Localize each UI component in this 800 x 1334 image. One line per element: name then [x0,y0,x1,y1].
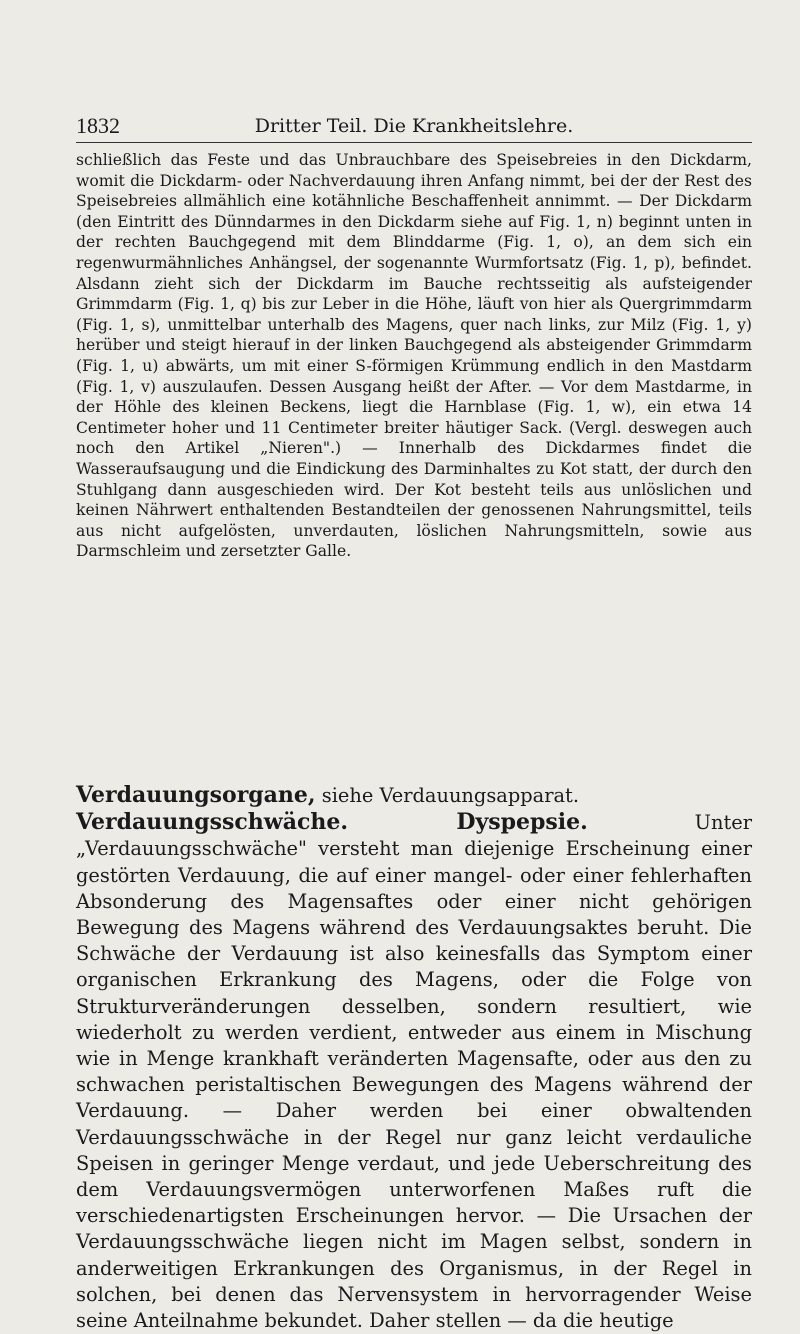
paragraph-dickdarm: schließlich das Feste und das Unbrauchbare des Speisebreies in den Dickdarm, womit die Dickdarm- oder Nachverdauung ihren Anfang nimmt, bei der der Rest des Speisebreies allmählich eine kotähnliche Beschaffenheit annimmt. — Der Dickdarm (den Eintritt des Dünndarmes in den Dickdarm siehe auf Fig. 1, n) beginnt unten in der rechten Bauchgegend mit dem Blinddarme (Fig. 1, o), an dem sich ein regenwurmähnliches Anhängsel, der sogenannte Wurmfortsatz (Fig. 1, p), befindet. Alsdann zieht sich der Dickdarm im Bauche rechtsseitig als aufsteigender Grimmdarm (Fig. 1, q) bis zur Leber in die Höhe, läuft von hier als Quergrimmdarm (Fig. 1, s), unmittelbar unterhalb des Magens, quer nach links, zur Milz (Fig. 1, y) herüber und steigt hierauf in der linken Bauchgegend als absteigender Grimmdarm (Fig. 1, u) abwärts, um mit einer S-förmigen Krümmung endlich in den Mastdarm (Fig. 1, v) auszulaufen. Dessen Ausgang heißt der After. — Vor dem Mastdarme, in der Höhle des kleinen Beckens, liegt die Harnblase (Fig. 1, w), ein etwa 14 Centimeter hoher und 11 Centimeter breiter häutiger Sack. (Vergl. deswegen auch noch den Artikel „Nieren".) — Innerhalb des Dickdarmes findet die Wasseraufsaugung und die Eindickung des Darminhaltes zu Kot statt, der durch den Stuhlgang dann ausgeschieden wird. Der Kot besteht teils aus unlöslichen und keinen Nährwert enthaltenden Bestandteilen der genossenen Nahrungsmittel, teils aus nicht aufgelösten, unverdauten, löslichen Nahrungsmitteln, sowie aus Darmschleim und zersetzter Galle. [76,151,752,561]
headword-verdauungsschwaeche: Verdauungsschwäche. Dyspepsie. [76,809,588,836]
running-title: Dritter Teil. Die Krankheitslehre. [254,115,574,137]
header-rule [76,142,752,143]
headword-verdauungsorgane: Verdauungsorgane, [76,782,316,808]
entry-verdauungsorgane [76,782,752,809]
entry-text-verdauungsorgane: siehe Verdauungsapparat. [315,784,580,807]
page-header [76,113,752,143]
page [76,0,752,1333]
text-block-small [76,150,752,562]
page-number: 1832 [76,113,120,138]
entry-verdauungsschwaeche [76,809,752,1334]
entry-text-verdauungsschwaeche: Unter „Verdauungsschwäche" versteht man diejenige Erscheinung einer gestörten Verdauung, die auf einer mangel- oder einer fehlerhaften Absonderung des Magensaftes oder einer nicht gehörigen Bewegung des Magens während des Verdauungsaktes beruht. Die Schwäche der Verdauung ist also keinesfalls das Symptom einer organischen Erkrankung des Magens, oder die Folge von Strukturveränderungen desselben, sondern resultiert, wie wiederholt zu werden verdient, entweder aus einem in Mischung wie in Menge krankhaft veränderten Magensafte, oder aus den zu schwachen peristaltischen Bewegungen des Magens während der Verdauung. — Daher werden bei einer obwaltenden Verdauungsschwäche in der Regel nur ganz leicht verdauliche Speisen in geringer Menge verdaut, und jede Ueberschreitung des dem Verdauungsvermögen unterworfenen Maßes ruft die verschiedenartigsten Erscheinungen hervor. — Die Ursachen der Verdauungsschwäche liegen nicht im Magen selbst, sondern in anderweitigen Erkrankungen des Organismus, in der Regel in solchen, bei denen das Nervensystem in hervorragender Weise seine Anteilnahme bekundet. Daher stellen — da die heutige [76,811,752,1333]
text-block-large [76,782,752,1334]
